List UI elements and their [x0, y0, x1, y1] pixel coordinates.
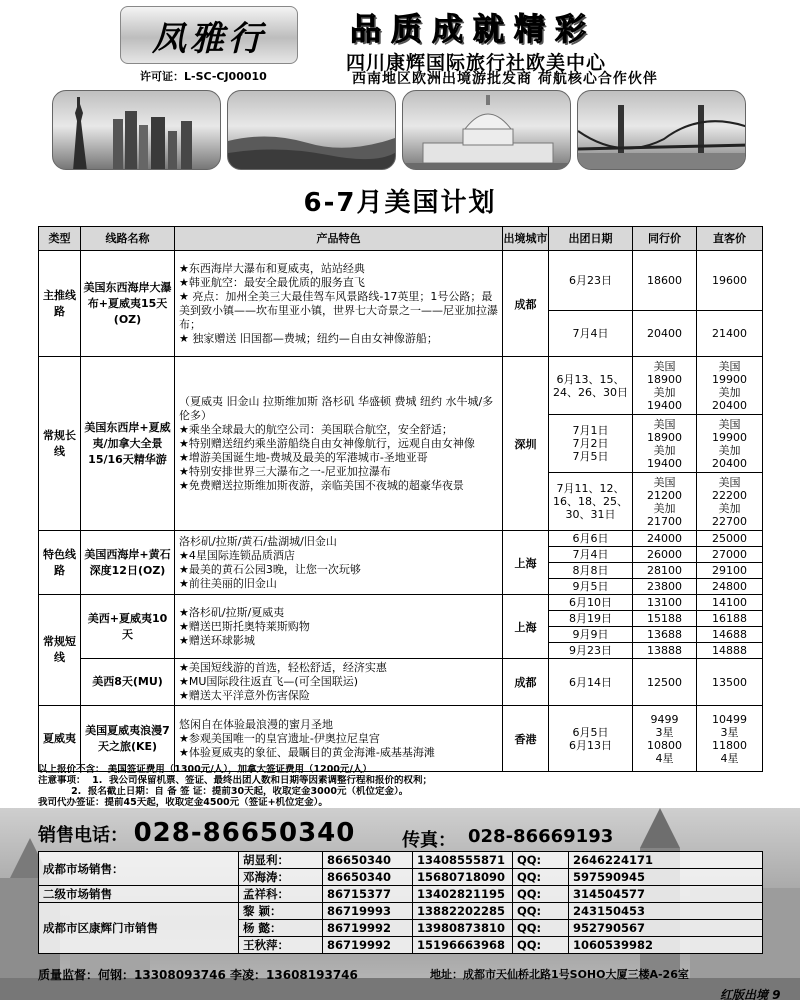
contact-name: 胡显利：	[239, 852, 323, 869]
notes	[38, 764, 762, 808]
qq-label: QQ:	[513, 937, 569, 954]
contact-mobile[interactable]: 15196663968	[413, 937, 513, 954]
contact-qq: 2646224171	[569, 852, 763, 869]
photo-golden-gate	[577, 90, 746, 170]
page-title: 6-7月美国计划	[303, 188, 497, 218]
peer-price	[633, 415, 697, 473]
price-label: 美加	[718, 385, 741, 399]
route-name: 美国东西海岸大瀑布+夏威夷15天(OZ)	[81, 251, 175, 357]
route-features	[175, 659, 503, 706]
contact-tel[interactable]: 86719992	[323, 937, 413, 954]
price-label: 4星	[720, 751, 739, 765]
route-name: 美国夏威夷浪漫7天之旅(KE)	[81, 706, 175, 772]
price-label: 美加	[653, 385, 676, 399]
note-line: 我司代办签证：提前45天起，收取定金4500元（签证+机位定金）。	[38, 797, 328, 808]
direct-price: 14888	[697, 643, 763, 659]
sales-phone-number[interactable]: 028-86650340	[133, 818, 356, 848]
slogan: 品质成就精彩	[350, 12, 596, 48]
price-value: 18900	[647, 430, 682, 444]
direct-price: 27000	[697, 547, 763, 563]
contact-qq: 952790567	[569, 920, 763, 937]
city-cell: 成都	[503, 251, 549, 357]
plans-table	[38, 226, 763, 772]
feature-line: ★东西海岸大瀑布和夏威夷，站站经典	[179, 261, 365, 275]
qq-label: QQ:	[513, 903, 569, 920]
contact-mobile[interactable]: 13408555871	[413, 852, 513, 869]
contact-row	[39, 903, 763, 920]
contact-name: 孟祥科：	[239, 886, 323, 903]
direct-price: 29100	[697, 563, 763, 579]
peer-price: 13888	[633, 643, 697, 659]
date-cell: 7月4日	[549, 311, 633, 357]
sales-phone-label: 销售电话：	[38, 825, 128, 846]
feature-line: ★赠送太平洋意外伤害保险	[179, 689, 310, 702]
table-row	[39, 251, 763, 311]
direct-price	[697, 357, 763, 415]
city-cell: 香港	[503, 706, 549, 772]
type-cell: 常规长线	[39, 357, 81, 531]
feature-line: ★体验夏威夷的象征、最瞩目的黄金海滩-威基基海滩	[179, 745, 435, 759]
contact-qq: 314504577	[569, 886, 763, 903]
logo-text: 凤雅行	[152, 18, 266, 59]
brand-logo	[120, 6, 298, 64]
price-value: 20400	[712, 456, 747, 470]
sales-phone-line	[38, 818, 355, 848]
city-cell: 上海	[503, 595, 549, 659]
date-cell: 6月13、15、24、26、30日	[549, 357, 633, 415]
direct-price: 24800	[697, 579, 763, 595]
date-cell: 7月1日 7月2日 7月5日	[549, 415, 633, 473]
tagline: 西南地区欧洲出境游批发商 荷航核心合作伙伴	[352, 71, 658, 87]
address: 地址：成都市天仙桥北路1号SOHO大厦三楼A-26室	[430, 968, 689, 981]
type-cell: 常规短线	[39, 595, 81, 706]
table-row	[39, 595, 763, 611]
date-cell: 9月9日	[549, 627, 633, 643]
price-label: 美加	[653, 501, 676, 515]
price-value: 19400	[647, 398, 682, 412]
contacts-table	[38, 851, 763, 954]
contact-tel[interactable]: 86650340	[323, 869, 413, 886]
direct-price: 16188	[697, 611, 763, 627]
peer-price: 18600	[633, 251, 697, 311]
feature-line: ★赠送环球影城	[179, 633, 255, 647]
contact-tel[interactable]: 86719992	[323, 920, 413, 937]
fax-number: 028-86669193	[468, 826, 614, 847]
price-value: 19900	[712, 430, 747, 444]
qq-label: QQ:	[513, 869, 569, 886]
price-value: 9499	[650, 712, 679, 726]
contact-mobile[interactable]: 13980873810	[413, 920, 513, 937]
peer-price: 13688	[633, 627, 697, 643]
contact-tel[interactable]: 86650340	[323, 852, 413, 869]
direct-price: 13500	[697, 659, 763, 706]
price-label: 美国	[718, 359, 741, 373]
peer-price: 24000	[633, 531, 697, 547]
contact-tel[interactable]: 86719993	[323, 903, 413, 920]
price-value: 21200	[647, 488, 682, 502]
route-features	[175, 531, 503, 595]
date-cell: 9月23日	[549, 643, 633, 659]
feature-line: （夏威夷 旧金山 拉斯维加斯 洛杉矶 华盛顿 费城 纽约 水牛城/多伦多）	[179, 394, 494, 422]
contact-name: 杨 懿：	[239, 920, 323, 937]
price-value: 22700	[712, 514, 747, 528]
direct-price	[697, 415, 763, 473]
contact-qq: 243150453	[569, 903, 763, 920]
note-line: 注意事项： 1. 我公司保留机票、签证、最终出团人数和日期等因素调整行程和报价的权利；	[38, 775, 432, 786]
date-cell: 9月5日	[549, 579, 633, 595]
contact-name: 邓海涛：	[239, 869, 323, 886]
type-cell: 夏威夷	[39, 706, 81, 772]
route-name: 美国西海岸+黄石深度12日(OZ)	[81, 531, 175, 595]
price-label: 4星	[655, 751, 674, 765]
direct-price	[697, 473, 763, 531]
route-name: 美国东西岸+夏威夷/加拿大全景15/16天精华游	[81, 357, 175, 531]
photo-statue-of-liberty	[52, 90, 221, 170]
feature-line: ★前往美丽的旧金山	[179, 576, 277, 590]
direct-price: 19600	[697, 251, 763, 311]
feature-line: ★增游美国诞生地-费城及最美的军港城市-圣地亚哥	[179, 450, 428, 464]
price-value: 21700	[647, 514, 682, 528]
photo-canyon	[227, 90, 396, 170]
contact-qq: 1060539982	[569, 937, 763, 954]
direct-price: 14688	[697, 627, 763, 643]
price-label: 美国	[653, 359, 676, 373]
price-label: 美国	[653, 417, 676, 431]
fax-label: 传真：	[402, 830, 456, 851]
feature-line: ★韩亚航空：最安全最优质的服务直飞	[179, 275, 365, 289]
feature-line: ★乘坐全球最大的航空公司：美国联合航空，安全舒适；	[179, 422, 453, 436]
feature-line: 悠闲自在体验最浪漫的蜜月圣地	[179, 717, 333, 731]
price-value: 18900	[647, 372, 682, 386]
contact-mobile[interactable]: 15680718090	[413, 869, 513, 886]
header-route: 线路名称	[81, 227, 175, 251]
market-label: 成都市区康辉门市销售	[39, 903, 239, 954]
city-cell: 成都	[503, 659, 549, 706]
peer-price: 28100	[633, 563, 697, 579]
date-cell: 6月6日	[549, 531, 633, 547]
type-cell: 主推线路	[39, 251, 81, 357]
route-features	[175, 357, 503, 531]
direct-price: 21400	[697, 311, 763, 357]
price-label: 美加	[718, 443, 741, 457]
market-label: 二级市场销售	[39, 886, 239, 903]
price-value: 10800	[647, 738, 682, 752]
price-value: 19400	[647, 456, 682, 470]
price-label: 3星	[720, 725, 739, 739]
feature-line: ★特别赠送纽约乘坐游船绕自由女神像航行，远观自由女神像	[179, 436, 475, 450]
feature-line: ★免费赠送拉斯维加斯夜游，亲临美国不夜城的超豪华夜景	[179, 478, 464, 492]
note-line: 以上报价不含： 美国签证费用（1300元/人），加拿大签证费用（1200元/人）	[38, 764, 372, 775]
feature-line: 洛杉矶/拉斯/黄石/盐湖城/旧金山	[179, 534, 337, 548]
direct-price	[697, 706, 763, 772]
price-label: 美国	[653, 475, 676, 489]
license-number: 许可证：L-SC-CJ00010	[140, 70, 267, 83]
qq-label: QQ:	[513, 852, 569, 869]
peer-price: 23800	[633, 579, 697, 595]
feature-line: ★MU国际段往返直飞—(可全国联运)	[179, 675, 358, 688]
date-cell: 6月23日	[549, 251, 633, 311]
table-header-row	[39, 227, 763, 251]
city-cell: 上海	[503, 531, 549, 595]
price-value: 10499	[712, 712, 747, 726]
contact-mobile[interactable]: 13402821195	[413, 886, 513, 903]
photo-capitol	[402, 90, 571, 170]
feature-line: ★4星国际连锁品质酒店	[179, 548, 295, 562]
peer-price: 13100	[633, 595, 697, 611]
city-cell: 深圳	[503, 357, 549, 531]
contact-row	[39, 886, 763, 903]
feature-line: ★美国短线游的首选，轻松舒适，经济实惠	[179, 661, 387, 674]
direct-price: 14100	[697, 595, 763, 611]
price-value: 11800	[712, 738, 747, 752]
contact-name: 黎 颖：	[239, 903, 323, 920]
date-cell: 6月10日	[549, 595, 633, 611]
price-label: 美国	[718, 475, 741, 489]
header-peer-price: 同行价	[633, 227, 697, 251]
feature-line: ★洛杉矶/拉斯/夏威夷	[179, 605, 285, 619]
price-value: 19900	[712, 372, 747, 386]
qq-label: QQ:	[513, 920, 569, 937]
contact-tel[interactable]: 86715377	[323, 886, 413, 903]
header-type: 类型	[39, 227, 81, 251]
note-line: 2. 报名截止日期：自 备 签 证：提前30天起，收取定金3000元（机位定金）。	[38, 786, 409, 797]
peer-price	[633, 473, 697, 531]
peer-price	[633, 706, 697, 772]
contact-qq: 597590945	[569, 869, 763, 886]
feature-line: ★赠送巴斯托奥特莱斯购物	[179, 619, 310, 633]
table-row	[39, 659, 763, 706]
quality-supervision: 质量监督：何钢：13308093746 李凌：13608193746	[38, 968, 358, 982]
market-label: 成都市场销售：	[39, 852, 239, 886]
feature-line: ★特别安排世界三大瀑布之一-尼亚加拉瀑布	[179, 464, 391, 478]
table-row	[39, 706, 763, 772]
route-features	[175, 251, 503, 357]
type-cell: 特色线路	[39, 531, 81, 595]
header-city: 出境城市	[503, 227, 549, 251]
peer-price: 15188	[633, 611, 697, 627]
table-row	[39, 531, 763, 547]
date-cell: 8月19日	[549, 611, 633, 627]
agency-name: 四川康辉国际旅行社欧美中心	[346, 52, 607, 74]
feature-line: ★ 独家赠送 旧国都—费城；纽约—自由女神像游船；	[179, 331, 438, 345]
route-name: 美西8天(MU)	[81, 659, 175, 706]
photo-strip	[52, 90, 746, 170]
date-cell: 6月14日	[549, 659, 633, 706]
route-features	[175, 706, 503, 772]
price-label: 美加	[718, 501, 741, 515]
date-cell: 7月4日	[549, 547, 633, 563]
header-features: 产品特色	[175, 227, 503, 251]
route-name: 美西+夏威夷10天	[81, 595, 175, 659]
contact-mobile[interactable]: 13882202285	[413, 903, 513, 920]
qq-label: QQ:	[513, 886, 569, 903]
price-label: 3星	[655, 725, 674, 739]
price-label: 美加	[653, 443, 676, 457]
peer-price: 26000	[633, 547, 697, 563]
price-value: 22200	[712, 488, 747, 502]
contact-row	[39, 852, 763, 869]
header	[0, 0, 800, 88]
header-date: 出团日期	[549, 227, 633, 251]
date-cell: 6月5日 6月13日	[549, 706, 633, 772]
route-features	[175, 595, 503, 659]
peer-price: 20400	[633, 311, 697, 357]
feature-line: ★最美的黄石公园3晚，让您一次玩够	[179, 562, 361, 576]
price-label: 美国	[718, 417, 741, 431]
direct-price: 25000	[697, 531, 763, 547]
feature-line: ★参观美国唯一的皇宫遗址-伊奥拉尼皇宫	[179, 731, 380, 745]
price-value: 20400	[712, 398, 747, 412]
table-row	[39, 357, 763, 415]
date-cell: 7月11、12、16、18、25、30、31日	[549, 473, 633, 531]
contact-name: 王秋萍：	[239, 937, 323, 954]
peer-price: 12500	[633, 659, 697, 706]
header-direct-price: 直客价	[697, 227, 763, 251]
feature-line: ★ 亮点：加州全美三大最佳驾车风景路线-17英里；1号公路；最美到致小镇——坎布里亚小镇，世界七大奇景之一——尼亚加拉瀑布；	[179, 289, 498, 331]
peer-price	[633, 357, 697, 415]
date-cell: 8月8日	[549, 563, 633, 579]
page-mark: 红版出境 9	[720, 988, 781, 1000]
